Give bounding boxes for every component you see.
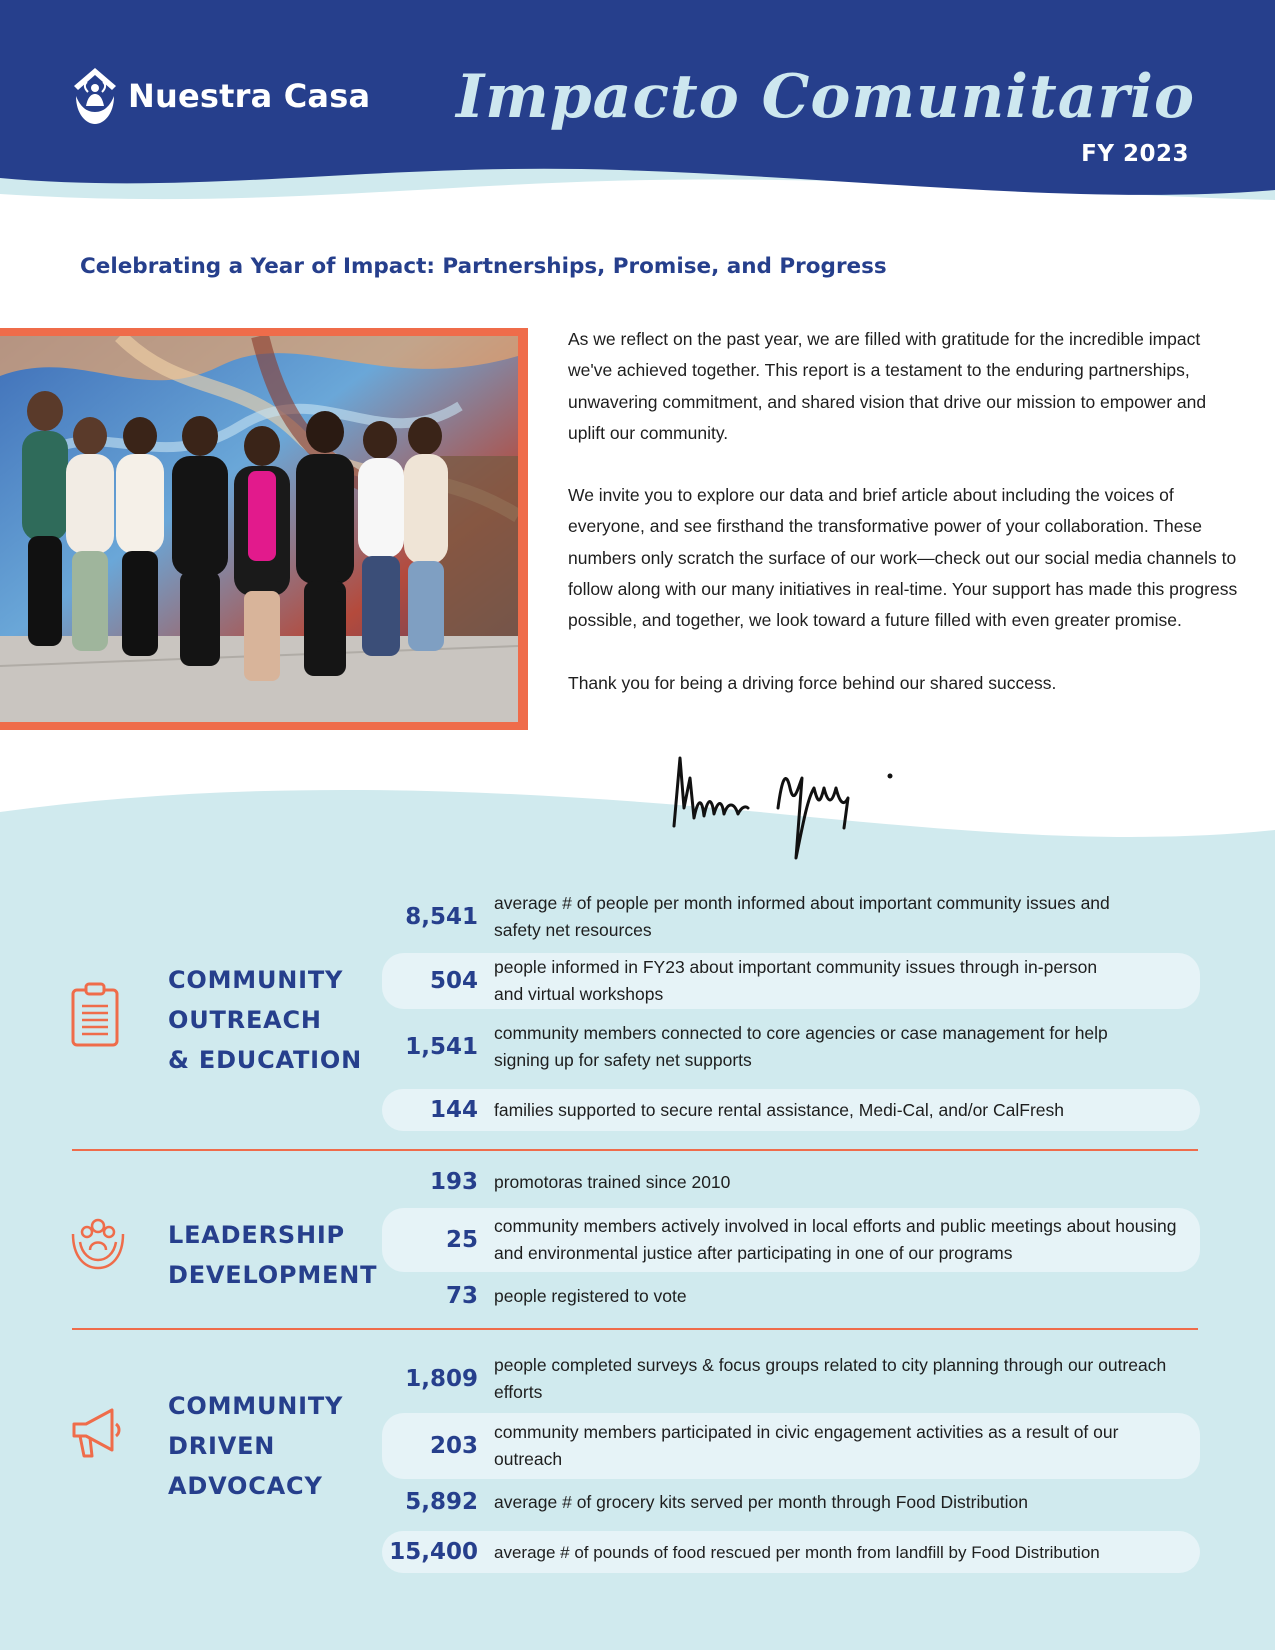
section-title: COMMUNITY OUTREACH & EDUCATION (168, 966, 363, 1074)
letter-body (568, 324, 1240, 730)
section-advocacy (0, 1340, 1275, 1580)
fiscal-year: FY 2023 (1081, 141, 1189, 167)
stat-row (382, 953, 1200, 1009)
team-photo-frame (0, 328, 528, 730)
section-title: LEADERSHIP DEVELOPMENT (168, 1221, 378, 1289)
stat-row (382, 1018, 1200, 1076)
stat-row (382, 1089, 1200, 1131)
stat-description: average # of grocery kits served per month through Food Distribution (494, 1491, 1029, 1512)
letter-paragraph: Thank you for being a driving force behind our shared success. (568, 672, 1057, 693)
stat-description: people registered to vote (494, 1285, 687, 1306)
section-community-outreach (0, 880, 1275, 1140)
stat-description: community members connected to core agencies or case management for help signing up for safety net supports (494, 1023, 1108, 1070)
signature (668, 748, 908, 868)
headline: Celebrating a Year of Impact: Partnerships, Promise, and Progress (80, 254, 887, 279)
stat-row (382, 888, 1200, 946)
team-photo (0, 336, 518, 722)
letter-paragraph: As we reflect on the past year, we are filled with gratitude for the incredible impact we've achieved together. This report is a testament to the enduring partnerships, unwavering commitment, and shared vision that drive our mission to empower and uplift our community. (568, 329, 1207, 443)
stat-description: community members participated in civic engagement activities as a result of our outreach (494, 1422, 1119, 1469)
stat-row (382, 1278, 1200, 1314)
letter-paragraph: We invite you to explore our data and brief article about including the voices of everyone, and see firsthand the transformative power of your collaboration. These numbers only scratch the surface of our work—check out our social media channels to follow along with our many initiatives in real-time. Your support has made this progress possible, and together, we look toward a future filled with even greater promise. (568, 485, 1238, 631)
org-name: Nuestra Casa (128, 77, 371, 115)
stat-value: 1,809 (405, 1366, 478, 1392)
stat-value: 193 (429, 1169, 478, 1195)
stat-value: 73 (445, 1283, 478, 1309)
stat-description: average # of people per month informed about important community issues and safety net resources (494, 893, 1110, 940)
stat-value: 15,400 (389, 1539, 478, 1565)
clipboard-icon (70, 982, 120, 1048)
stat-value: 8,541 (405, 904, 478, 930)
stat-description: people completed surveys & focus groups related to city planning through our outreach efforts (494, 1355, 1167, 1402)
stat-row (382, 1413, 1200, 1479)
section-leadership (0, 1160, 1275, 1320)
section-divider (72, 1328, 1198, 1330)
section-title: COMMUNITY DRIVEN ADVOCACY (168, 1392, 344, 1500)
stat-row (382, 1208, 1200, 1272)
stat-value: 1,541 (405, 1034, 478, 1060)
stat-value: 504 (429, 968, 478, 994)
stat-value: 25 (445, 1227, 478, 1253)
report-title: Impacto Comunitario (456, 62, 1195, 132)
stat-value: 144 (429, 1097, 478, 1123)
stat-description: community members actively involved in local efforts and public meetings about housing and environmental justice after participating in one of our programs (494, 1216, 1177, 1263)
stat-description: promotoras trained since 2010 (494, 1171, 731, 1192)
stat-description: people informed in FY23 about important community issues through in-person and virtual workshops (494, 957, 1098, 1004)
hands-people-icon (70, 1216, 126, 1272)
stat-row (382, 1350, 1200, 1408)
stat-row (382, 1164, 1200, 1200)
stat-row (382, 1484, 1200, 1520)
section-divider (72, 1149, 1198, 1151)
stat-description: families supported to secure rental assistance, Medi-Cal, and/or CalFresh (494, 1099, 1064, 1120)
stat-row (382, 1531, 1200, 1573)
house-hands-logo-icon (72, 66, 118, 126)
megaphone-icon (70, 1406, 126, 1462)
stat-description: average # of pounds of food rescued per month from landfill by Food Distribution (494, 1542, 1100, 1562)
stat-value: 203 (429, 1433, 478, 1459)
stat-value: 5,892 (405, 1489, 478, 1515)
org-logo (72, 66, 370, 126)
